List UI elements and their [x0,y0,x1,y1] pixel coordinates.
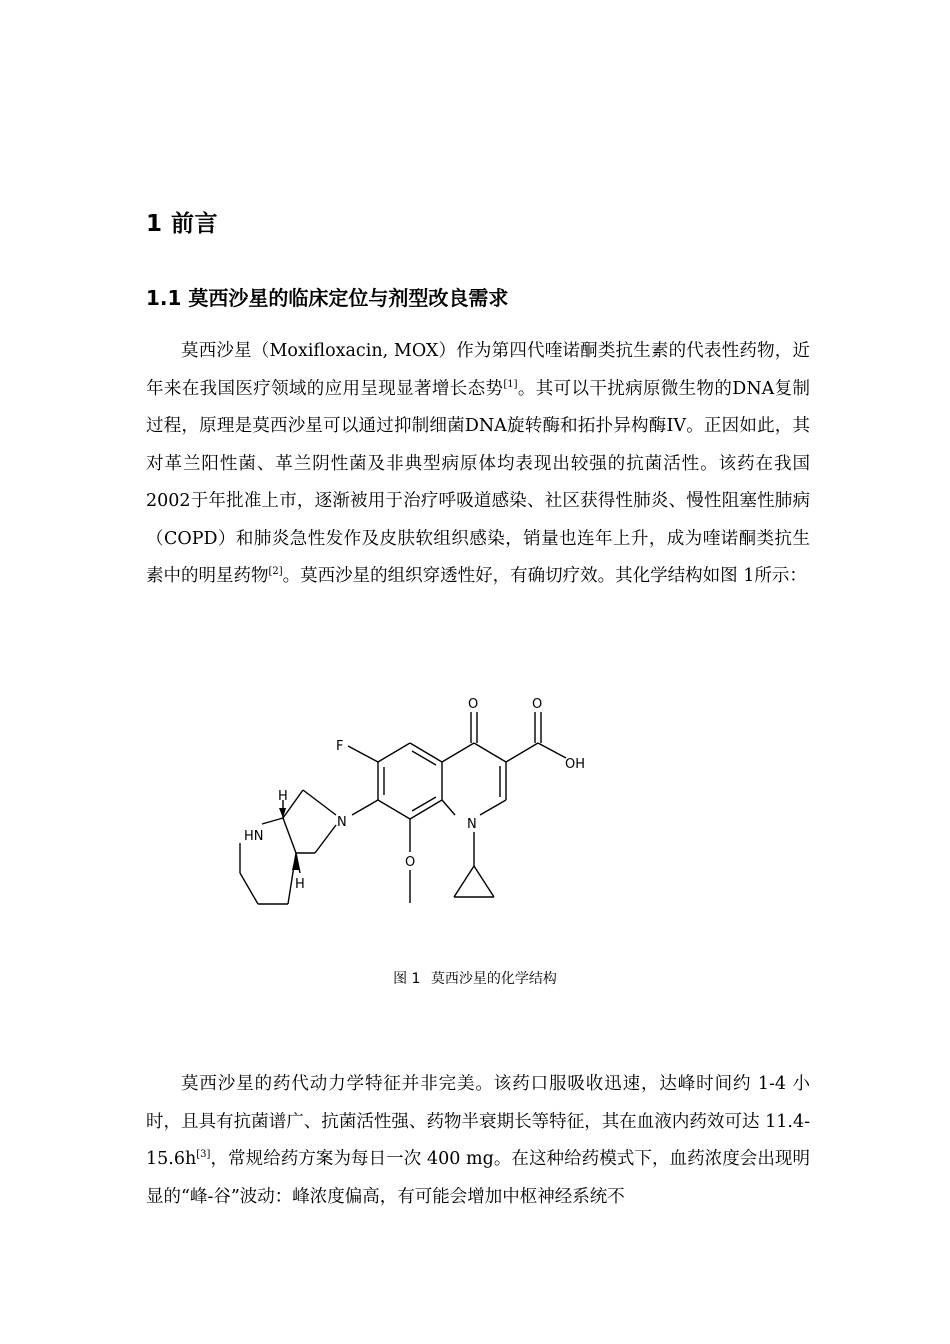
figure-caption [0,968,950,988]
paragraph-text: 。莫西沙星的组织穿透性好，有确切疗效。其化学结构如图 1所示： [282,566,807,586]
paragraph-text: 莫西沙星（Moxifloxacin, MOX）作为第四代喹诺酮类抗生素的代表性药物，近年来在我国医疗领域的应用呈现显著增长态势 [146,341,810,399]
atom-label-f: F [336,739,344,754]
paragraph-text: 莫西沙星的药代动力学特征并非完美。该药口服吸收迅速，达峰时间约 1-4 小时，且具有抗菌谱广、抗菌活性强、药物半衰期长等特征，其在血液内药效可达 11.4-15.6h [146,1074,810,1169]
atom-label-n-quinolone: N [467,817,477,832]
section-heading: 1 前言 [146,211,219,237]
atom-label-n-ring: N [337,815,347,830]
atom-label-o-methoxy: O [405,855,416,870]
atom-label-h-bottom: H [295,877,305,892]
atom-label-nh: HN [244,829,264,844]
caption-label: 图 1 [393,971,421,987]
atom-label-o-keto: O [468,697,479,712]
subsection-heading: 1.1 莫西沙星的临床定位与剂型改良需求 [146,286,509,310]
paragraph-text: ，常规给药方案为每日一次 400 mg。在这种给药模式下，血药浓度会出现明显的“峰-谷”波动：峰浓度偏高，有可能会增加中枢神经系统不 [146,1149,810,1207]
citation-ref: [3] [196,1149,211,1160]
citation-ref: [1] [503,378,518,390]
paragraph-text: 。其可以干扰病原微生物的DNA复制过程，原理是莫西沙星可以通过抑制细菌DNA旋转酶和拓扑异构酶IV。正因如此，其对革兰阳性菌、革兰阴性菌及非典型病原体均表现出较强的抗菌活性。该药在我国2002于年批准上市，逐渐被用于治疗呼吸道感染、社区获得性肺炎、慢性阻塞性肺病（COPD）和肺炎急性发作及皮肤软组织感染，销量也连年上升，成为喹诺酮类抗生素中的明星药物 [146,378,811,586]
chemical-structure-figure [230,690,640,920]
body-paragraph-2 [146,1066,810,1216]
moxifloxacin-structure [230,690,640,920]
caption-text: 莫西沙星的化学结构 [430,971,557,987]
atom-label-oh: OH [565,757,586,772]
citation-ref: [2] [268,566,283,577]
atom-label-h-top: H [278,789,288,804]
atom-label-o-acid: O [532,697,543,712]
body-paragraph-1 [146,333,810,596]
